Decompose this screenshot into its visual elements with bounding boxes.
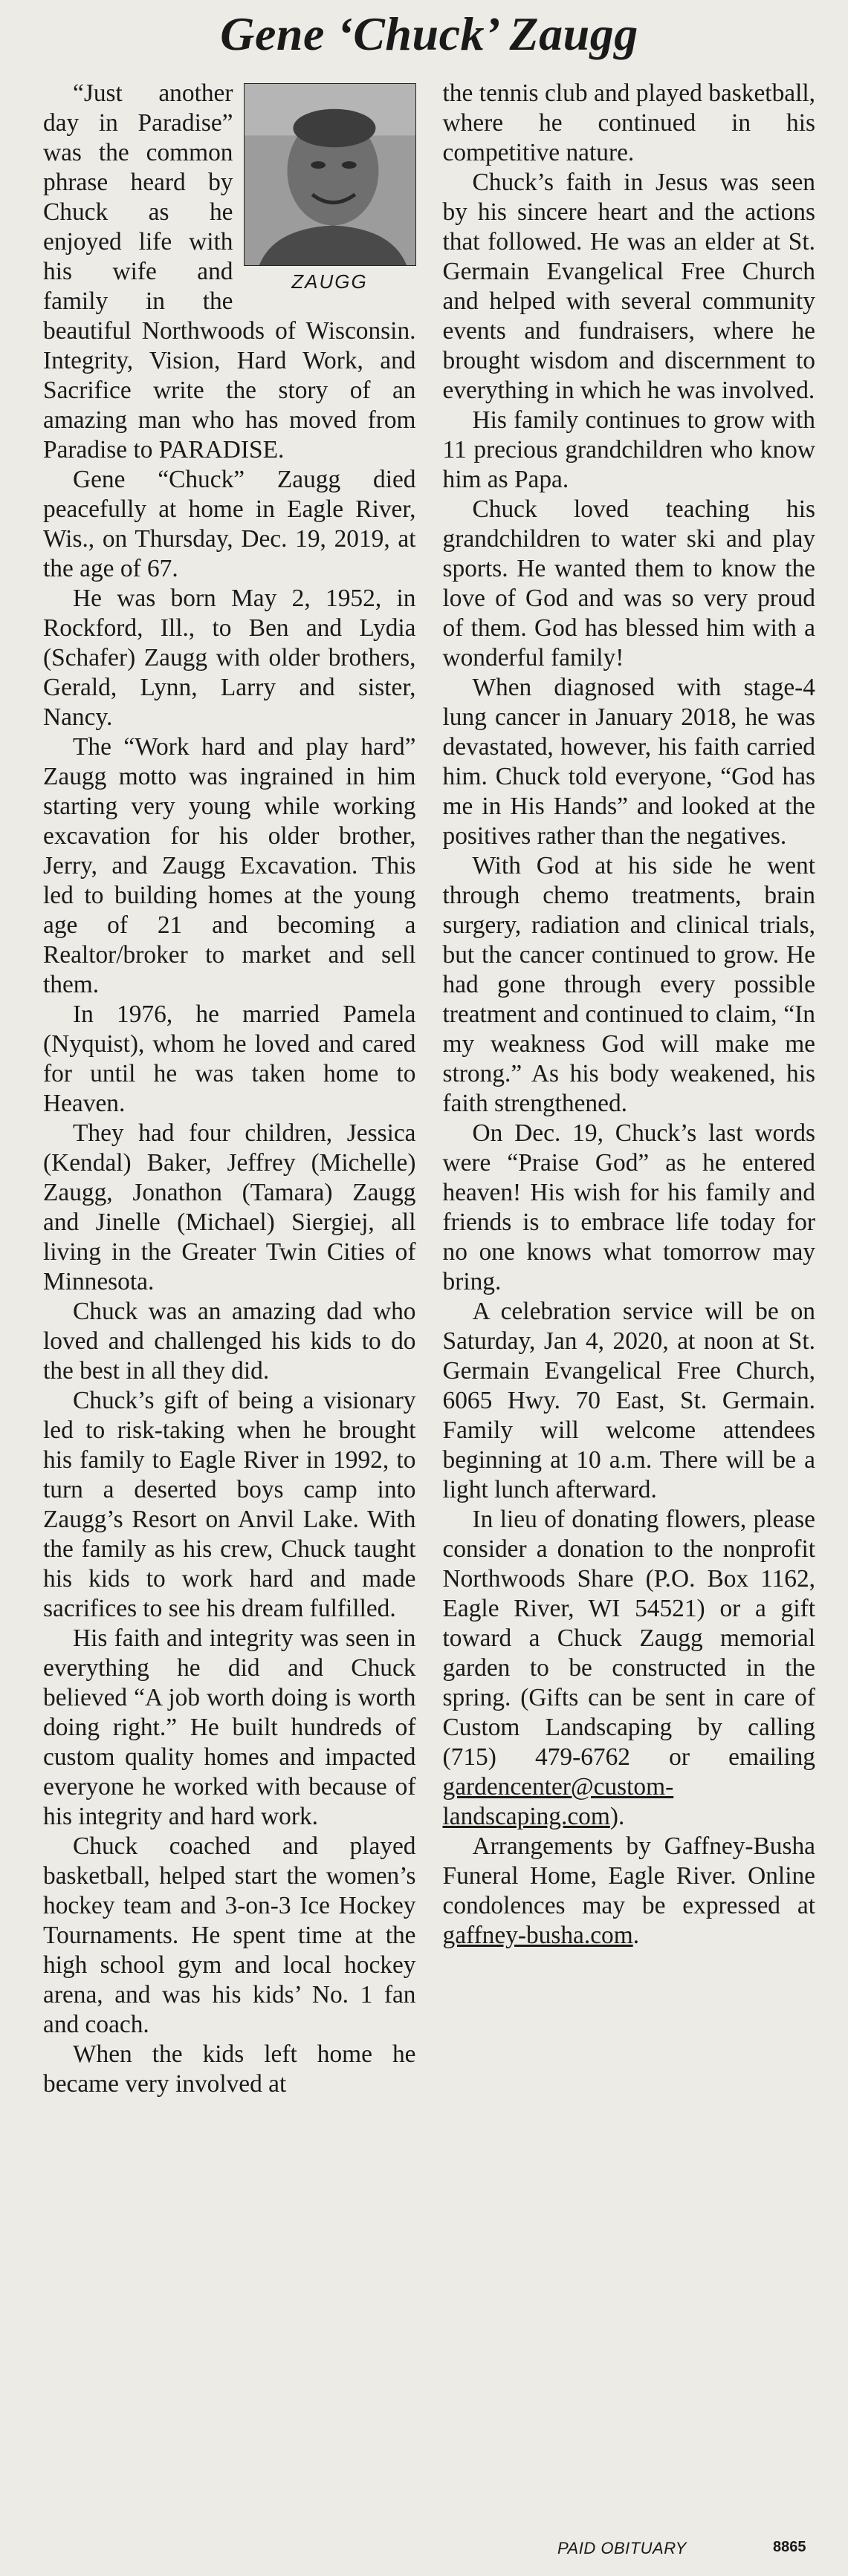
obituary-footer <box>0 2539 848 2564</box>
arrangements-text: Arrangements by Gaffney-Busha Funeral Home, Eagle River. Online condolences may be expressed at <box>442 1832 815 1919</box>
arrangements-paragraph <box>443 1832 816 1951</box>
paragraph: Chuck loved teaching his grandchildren to water ski and play sports. He wanted them to know the love of God and was so very proud of them. God has blessed him with a wonderful family! <box>442 495 815 671</box>
arrangements-text-end: . <box>632 1922 640 1949</box>
paragraph: “Just another day in Paradise” was the common phrase heard by Chuck as he enjoyed life with his wife and family in the beautiful Northwoods of Wisconsin. Integrity, Vision, Hard Work, and Sacrifice write the story of an amazing man who has moved from Paradise to PARADISE. <box>43 79 416 464</box>
paragraph: Gene “Chuck” Zaugg died peacefully at home in Eagle River, Wis., on Thursday, Dec. 19, 2019, at the age of 67. <box>43 466 416 582</box>
paragraph: Chuck coached and played basketball, helped start the women’s hockey team and 3-on-3 Ice Hockey Tournaments. He spent time at the high school gym and local hockey arena, and was his kids’ No. 1 fan and coach. <box>43 1832 416 2038</box>
paid-obituary-label: PAID OBITUARY <box>557 2539 687 2557</box>
obituary-title: Gene ‘Chuck’ Zaugg <box>220 7 638 60</box>
flowers-paragraph <box>443 1505 816 1832</box>
paragraph: In 1976, he married Pamela (Nyquist), whom he loved and cared for until he was taken home to Heaven. <box>43 1001 416 1117</box>
paragraph: Chuck’s faith in Jesus was seen by his sincere heart and the actions that followed. He was an elder at St. Germain Evangelical Free Church and helped with several community events and fundraisers, where he brought wisdom and discernment to everything in which he was involved. <box>442 169 815 404</box>
paragraph: the tennis club and played basketball, where he continued in his competitive nature. <box>442 79 815 166</box>
paragraph: When the kids left home he became very involved at <box>43 2040 416 2098</box>
paragraph: With God at his side he went through chemo treatments, brain surgery, radiation and clinical trials, but the cancer continued to grow. He had gone through every possible treatment and continued to claim, “In my weakness God will make me strong.” As his body weakened, his faith strengthened. <box>442 852 815 1117</box>
right-column <box>443 79 816 1951</box>
paragraph: They had four children, Jessica (Kendal) Baker, Jeffrey (Michelle) Zaugg, Jonathon (Tamara) Zaugg and Jinelle (Michael) Siergiej, all living in the Greater Twin Cities of Minnesota. <box>43 1119 416 1295</box>
article-columns <box>43 79 815 2099</box>
funeral-home-website-link[interactable]: gaffney-busha.com <box>442 1922 633 1949</box>
paragraph: When diagnosed with stage-4 lung cancer in January 2018, he was devastated, however, his faith carried him. Chuck told everyone, “God has me in His Hands” and looked at the positives rather than the negatives. <box>442 674 815 850</box>
paragraph: Chuck was an amazing dad who loved and challenged his kids to do the best in all they did. <box>43 1298 416 1385</box>
paragraph: His faith and integrity was seen in everything he did and Chuck believed “A job worth doing is worth doing right.” He built hundreds of custom quality homes and impacted everyone he worked with because of his integrity and hard work. <box>43 1624 416 1830</box>
portrait-figure <box>244 83 416 294</box>
ad-code: 8865 <box>773 2539 806 2555</box>
left-column <box>43 79 416 2099</box>
portrait-photo <box>244 83 416 266</box>
paragraph: The “Work hard and play hard” Zaugg motto was ingrained in him starting very young while working excavation for his older brother, Jerry, and Zaugg Excavation. This led to building homes at the young age of 21 and becoming a Realtor/broker to market and sell them. <box>43 733 416 998</box>
paragraph: On Dec. 19, Chuck’s last words were “Praise God” as he entered heaven! His wish for his family and friends is to embrace life today for no one knows what tomorrow may bring. <box>442 1119 815 1295</box>
paragraph: He was born May 2, 1952, in Rockford, Ill., to Ben and Lydia (Schafer) Zaugg with older brothers, Gerald, Lynn, Larry and sister, Nancy. <box>43 585 416 731</box>
paragraph: A celebration service will be on Saturday, Jan 4, 2020, at noon at St. Germain Evangelical Free Church, 6065 Hwy. 70 East, St. Germain. Family will welcome attendees beginning at 10 a.m. There will be a light lunch afterward. <box>442 1298 815 1503</box>
garden-center-email-link[interactable]: gardencenter@custom-landscaping.com <box>442 1773 674 1830</box>
paragraph: Chuck’s gift of being a visionary led to risk-taking when he brought his family to Eagle River in 1992, to turn a deserted boys camp into Zaugg’s Resort on Anvil Lake. With the family as his crew, Chuck taught his kids to work hard and made sacrifices to see his dream fulfilled. <box>43 1387 416 1622</box>
portrait-caption: ZAUGG <box>291 270 368 293</box>
paragraph: His family continues to grow with 11 precious grandchildren who know him as Papa. <box>442 406 815 493</box>
flowers-text-end: ). <box>609 1803 625 1830</box>
flowers-text: In lieu of donating flowers, please consider a donation to the nonprofit Northwoods Share (P.O. Box 1162, Eagle River, WI 54521) or a gift toward a Chuck Zaugg memorial garden to be constructed in the spring. (Gifts can be sent in care of Custom Landscaping by calling (715) 479-6762 or emailing <box>442 1506 815 1771</box>
